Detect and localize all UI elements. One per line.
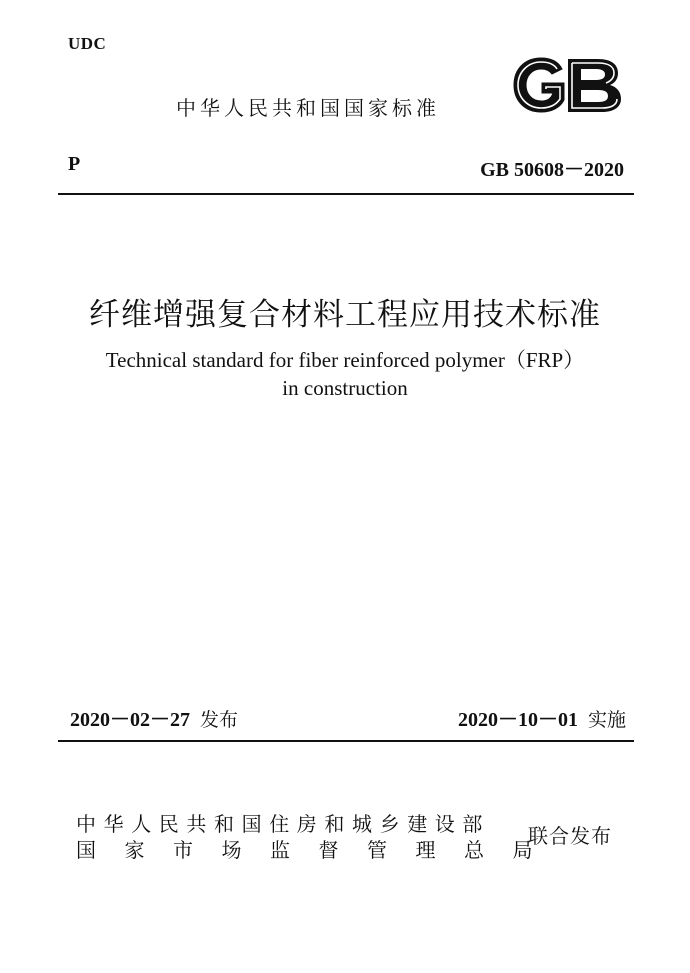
implement-date-block: [458, 703, 626, 732]
issue-label: 发布: [200, 709, 239, 731]
joint-publish-label: 联合发布: [528, 824, 612, 848]
header-divider: [58, 193, 634, 195]
publisher-samr: 国家市场监督管理总局: [76, 838, 561, 862]
standard-number: GB 50608－2020: [480, 159, 624, 181]
title-english-line2: in construction: [282, 376, 408, 400]
title-english-line1: Technical standard for fiber reinforced polymer（FRP）: [105, 348, 585, 372]
title-chinese: 纤维增强复合材料工程应用技术标准: [89, 297, 601, 333]
footer-divider: [58, 740, 634, 742]
implement-date: 2020－10－01: [457, 709, 578, 731]
implement-label: 实施: [587, 709, 626, 731]
gb-logo-text: GB: [567, 95, 569, 96]
issue-date: 2020－02－27: [70, 709, 190, 731]
udc-label: UDC: [68, 34, 107, 53]
title-english: [0, 346, 690, 402]
publisher-mohurd: 中华人民共和国住房和城乡建设部: [76, 812, 490, 836]
standard-category: P: [68, 153, 81, 175]
gb-logo: [510, 55, 624, 115]
issue-date-block: [70, 703, 238, 732]
country-standard-heading: 中华人民共和国国家标准: [176, 96, 440, 120]
